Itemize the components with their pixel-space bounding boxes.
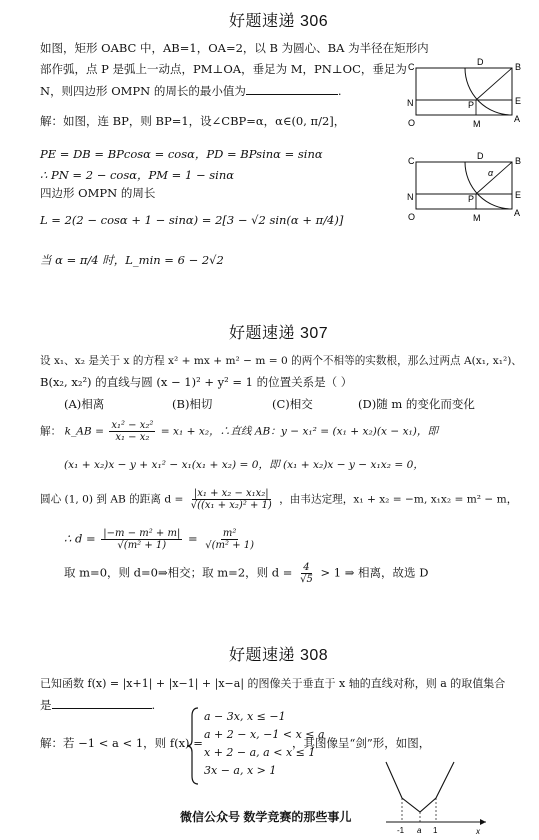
slope-result: = x₁ + x₂，∴直线 AB：y − x₁² = (x₁ + x₂)(x − x₁)，即	[160, 425, 439, 438]
label-O: O	[408, 118, 416, 128]
question-text: 是	[40, 698, 52, 712]
rectangle-figure-2	[398, 150, 530, 230]
p308-solution-prefix: 解：若 −1 < a < 1，则 f(x) =	[40, 736, 203, 750]
period: .	[151, 698, 156, 712]
axis-x-label: x	[476, 827, 480, 836]
p307-solution-line4	[64, 528, 258, 551]
title-306: 好题速递 306	[229, 13, 329, 30]
option-a: (A)相离	[64, 397, 105, 411]
d-fraction-2: $\frac{\text{m²}}{\text{√(m² + 1)}}$	[205, 528, 255, 551]
p306-question-line2: 部作弧，点 P 是弧上一动点，PM⊥OA，垂足为 M，PN⊥OC，垂足为	[40, 62, 407, 76]
distance-fraction: $\frac{\text{|x₁ + x₂ − x₁x₂|}}{\text{√((x₁ + x₂)² + 1)}}$	[190, 488, 272, 511]
distance-prefix: 圆心 (1, 0) 到 AB 的距离 d =	[40, 493, 184, 506]
answer-blank	[52, 708, 152, 709]
p308-solution-suffix: ，其图像呈“剑”形，如图，	[292, 736, 431, 750]
answer-blank	[246, 94, 338, 95]
tick-one: 1	[433, 826, 438, 835]
d-fraction-1: $\frac{\text{|−m − m² + m|}}{\text{√(m² + 1)}}$	[103, 528, 181, 551]
tick-a: a	[417, 826, 422, 835]
d-equals: ∴ d =	[64, 531, 96, 546]
title-307: 好题速递 307	[229, 325, 329, 342]
conclusion-text: > 1 ⇒ 相离，故选 D	[320, 565, 429, 580]
label-B: B	[515, 156, 522, 166]
piecewise-case-3: x + 2 − a, a < x ≤ 1	[204, 746, 316, 759]
label-O: O	[408, 212, 416, 222]
label-M: M	[473, 119, 481, 129]
label-C: C	[408, 62, 415, 72]
piecewise-case-2: a + 2 − x, −1 < x ≤ a	[204, 728, 325, 741]
tick-minus-one: -1	[397, 826, 405, 835]
option-d: (D)随 m 的变化而变化	[358, 397, 475, 411]
p306-solution-line2: PE = DB = BPcosα = cosα，PD = BPsinα = sinα	[40, 147, 323, 161]
p306-question-text: N，则四边形 OMPN 的周长的最小值为	[40, 84, 246, 98]
footer-watermark: 微信公众号 数学竞赛的那些事儿	[180, 810, 352, 824]
slope-fraction: $\frac{\text{x₁² − x₂²}}{\text{x₁ − x₂}}$	[111, 420, 154, 443]
label-E: E	[515, 96, 522, 106]
option-b: (B)相切	[172, 397, 213, 411]
label-C: C	[408, 156, 415, 166]
p308-question-line2	[40, 698, 155, 712]
label-B: B	[515, 62, 522, 72]
p307-solution-line2: (x₁ + x₂)x − y + x₁² − x₁(x₁ + x₂) = 0，即 (x₁ + x₂)x − y − x₁x₂ = 0，	[64, 459, 424, 471]
p306-solution-line5: L = 2(2 − cosα + 1 − sinα) = 2[3 − √2 sin(α + π/4)]	[40, 213, 344, 227]
sword-graph	[380, 760, 490, 838]
p307-solution-line5	[64, 562, 428, 585]
label-D: D	[477, 57, 484, 67]
p307-solution-line3	[40, 488, 517, 511]
p306-question-line1: 如图，矩形 OABC 中，AB=1，OA=2，以 B 为圆心、BA 为半径在矩形内	[40, 41, 429, 55]
piecewise-case-4: 3x − a, x > 1	[204, 764, 277, 777]
label-P: P	[468, 100, 475, 110]
p307-solution-line1: 解： k_AB = $\frac{\text{x₁² − x₂²}}{\text{x₁ − x₂}}$ = x₁ + x₂，∴直线 AB：y − x₁² = (x₁ + x₂)(x − x₁)，即	[40, 420, 439, 443]
option-c: (C)相交	[272, 397, 313, 411]
p307-question-line2: B(x₂, x₂²) 的直线与圆 (x − 1)² + y² = 1 的位置关系是（ ）	[40, 375, 353, 389]
label-A: A	[514, 208, 521, 218]
label-E: E	[515, 190, 522, 200]
p306-solution-line4: 四边形 OMPN 的周长	[40, 186, 156, 200]
d-value-fraction: $\frac{4}{√5}$	[300, 562, 313, 585]
equals-sign: =	[187, 531, 198, 546]
p306-solution-line3: ∴ PN = 2 − cosα，PM = 1 − sinα	[40, 168, 234, 182]
rectangle-figure-1	[398, 56, 530, 136]
solution-prefix: 解：	[40, 425, 62, 438]
piecewise-case-1: a − 3x, x ≤ −1	[204, 710, 286, 723]
p306-question-line3	[40, 84, 342, 98]
p308-question-line1: 已知函数 f(x) = |x+1| + |x−1| + |x−a| 的图像关于垂直于 x 轴的直线对称，则 a 的取值集合	[40, 677, 506, 690]
test-values-text: 取 m=0，则 d=0⇒相交；取 m=2，则 d =	[64, 565, 293, 580]
p307-question-line1: 设 x₁、x₂ 是关于 x 的方程 x² + mx + m² − m = 0 的两个不相等的实数根，那么过两点 A(x₁, x₁²)、	[40, 355, 522, 367]
label-alpha: α	[488, 168, 494, 178]
vieta-text: ，由韦达定理，x₁ + x₂ = −m, x₁x₂ = m² − m，	[279, 493, 518, 506]
label-A: A	[514, 114, 521, 124]
label-P: P	[468, 194, 475, 204]
p306-solution-line6: 当 α = π/4 时，L_min = 6 − 2√2	[40, 253, 224, 267]
label-N: N	[407, 98, 414, 108]
slope-symbol: k_AB	[64, 425, 92, 438]
label-N: N	[407, 192, 414, 202]
left-brace-icon	[186, 706, 200, 786]
title-308: 好题速递 308	[229, 647, 329, 664]
label-D: D	[477, 151, 484, 161]
period: .	[337, 84, 342, 98]
label-M: M	[473, 213, 481, 223]
p306-solution-line1: 解：如图，连 BP，则 BP=1，设∠CBP=α，α∈(0, π/2]，	[40, 114, 346, 128]
